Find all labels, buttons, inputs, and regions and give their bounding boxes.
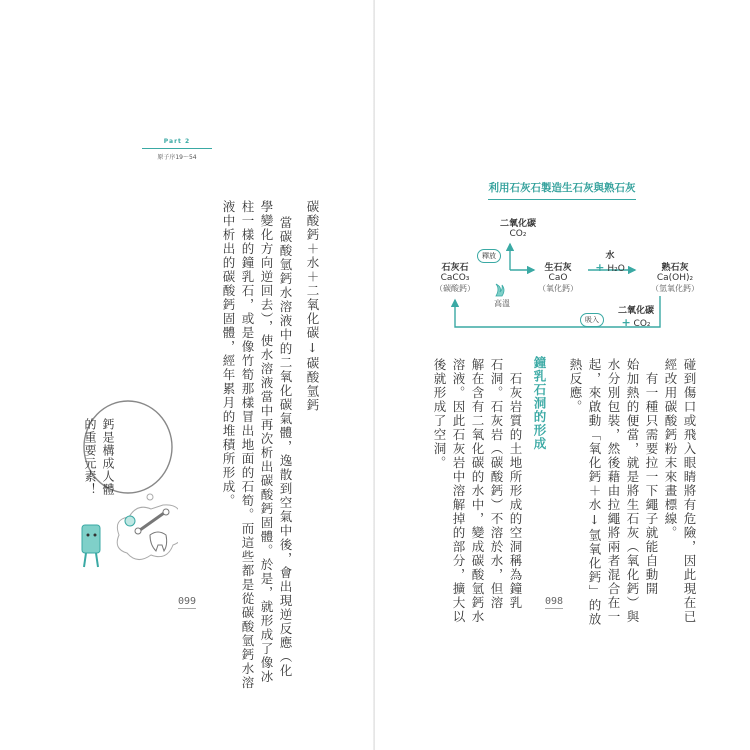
right-col-1: 碰到傷口或飛入眼睛將有危險，因此現在已 xyxy=(682,358,697,624)
right-col-4: 始加熱的便當，就是將生石灰（氧化鈣）與 xyxy=(625,358,640,624)
co2-plus: + xyxy=(621,316,631,329)
high-temp-label xyxy=(487,298,517,309)
chapter-part: Part 2 xyxy=(163,138,191,145)
co2-bottom-formula: CO₂ xyxy=(633,319,651,329)
co2-top-label xyxy=(488,216,548,239)
left-col-5: 液中析出的碳酸鈣固體，經年累月的堆積所形成。 xyxy=(221,200,236,508)
water-formula: H₂O xyxy=(607,264,625,274)
chapter-pages: 原子序19～54 xyxy=(157,154,197,161)
left-col-4: 柱一樣的鐘乳石，或是像竹筍那樣冒出地面的石筍。而這些都是從碳酸氫鈣水溶 xyxy=(240,200,255,690)
left-col-2: 當碳酸氫鈣水溶液中的二氧化碳氣體，逸散到空氣中後，會出現逆反應（化 xyxy=(278,216,293,678)
calcium-character-icon xyxy=(82,525,100,567)
snail-icon xyxy=(125,516,135,526)
page-number-right: 098 xyxy=(545,596,564,607)
right-col-3: 有一種只需要拉一下繩子就能自動開 xyxy=(644,372,659,596)
speech-bubble-outline xyxy=(84,401,172,493)
water-label xyxy=(590,248,630,274)
water-name: 水 xyxy=(605,251,615,261)
chapter-header xyxy=(142,138,212,161)
right-col-5: 水分別包裝，然後藉由拉繩將兩者混合在一 xyxy=(606,358,621,624)
cave-col-4: 溶液。因此石灰岩中溶解掉的部分，擴大以 xyxy=(451,358,466,624)
slaked-formula: Ca(OH)₂ xyxy=(656,273,694,283)
quicklime-name: 生石灰 xyxy=(544,263,572,273)
co2-bottom-name: 二氧化碳 xyxy=(617,306,654,316)
thought-dot xyxy=(147,494,153,500)
water-plus: + xyxy=(595,261,605,274)
page-number-left: 099 xyxy=(178,596,197,607)
bubble-col-2: 的重要元素！ xyxy=(83,418,97,496)
limestone-label xyxy=(425,260,485,294)
diagram-title xyxy=(488,180,636,200)
left-col-3: 學變化方向逆回去），使水溶液當中再次析出碳酸鈣固體。於是，就形成了像冰 xyxy=(259,200,274,684)
limestone-alias: （碳酸鈣） xyxy=(435,284,475,293)
slaked-name: 熟石灰 xyxy=(661,263,689,273)
right-col-2: 經改用碳酸鈣粉末來畫標線。 xyxy=(663,358,678,540)
left-col-1: 碳酸鈣＋水＋二氧化碳↓碳酸氫鈣 xyxy=(305,200,320,413)
right-col-7: 熱反應。 xyxy=(568,358,583,414)
absorb-tag: 吸入 xyxy=(580,313,604,327)
limestone-name: 石灰石 xyxy=(441,263,469,273)
quicklime-formula: CaO xyxy=(548,273,568,283)
bubble-col-1: 鈣是構成人體 xyxy=(101,418,115,496)
bone-icon xyxy=(135,509,169,534)
limestone-formula: CaCO₃ xyxy=(440,273,470,283)
high-temp-text: 高溫 xyxy=(494,299,510,308)
quicklime-alias: （氧化鈣） xyxy=(538,284,578,293)
cave-col-3: 解在含有二氧化碳的水中，變成碳酸氫鈣水 xyxy=(470,358,485,624)
slaked-lime-label xyxy=(640,260,710,294)
diagram-title-text: 利用石灰石製造生石灰與熟石灰 xyxy=(488,182,636,194)
chapter-rule xyxy=(142,148,212,149)
release-tag: 釋放 xyxy=(477,249,501,263)
slaked-alias: （氫氧化鈣） xyxy=(651,284,699,293)
tooth-icon xyxy=(150,532,167,551)
right-col-6: 起，來啟動「氧化鈣＋水↓氫氧化鈣」的放 xyxy=(587,358,602,627)
cave-col-2: 石洞。石灰岩（碳酸鈣）不溶於水，但溶 xyxy=(489,358,504,610)
co2-bottom-label xyxy=(606,303,666,329)
quicklime-label xyxy=(528,260,588,294)
cave-col-5: 後就形成了空洞。 xyxy=(432,358,447,470)
cave-col-1: 石灰岩質的土地所形成的空洞稱為鐘乳 xyxy=(508,372,523,610)
flame-icon xyxy=(496,284,504,296)
co2-top-formula: CO₂ xyxy=(509,229,527,239)
section-heading: 鐘乳石洞的形成 xyxy=(532,356,547,451)
co2-top-name: 二氧化碳 xyxy=(499,219,536,229)
